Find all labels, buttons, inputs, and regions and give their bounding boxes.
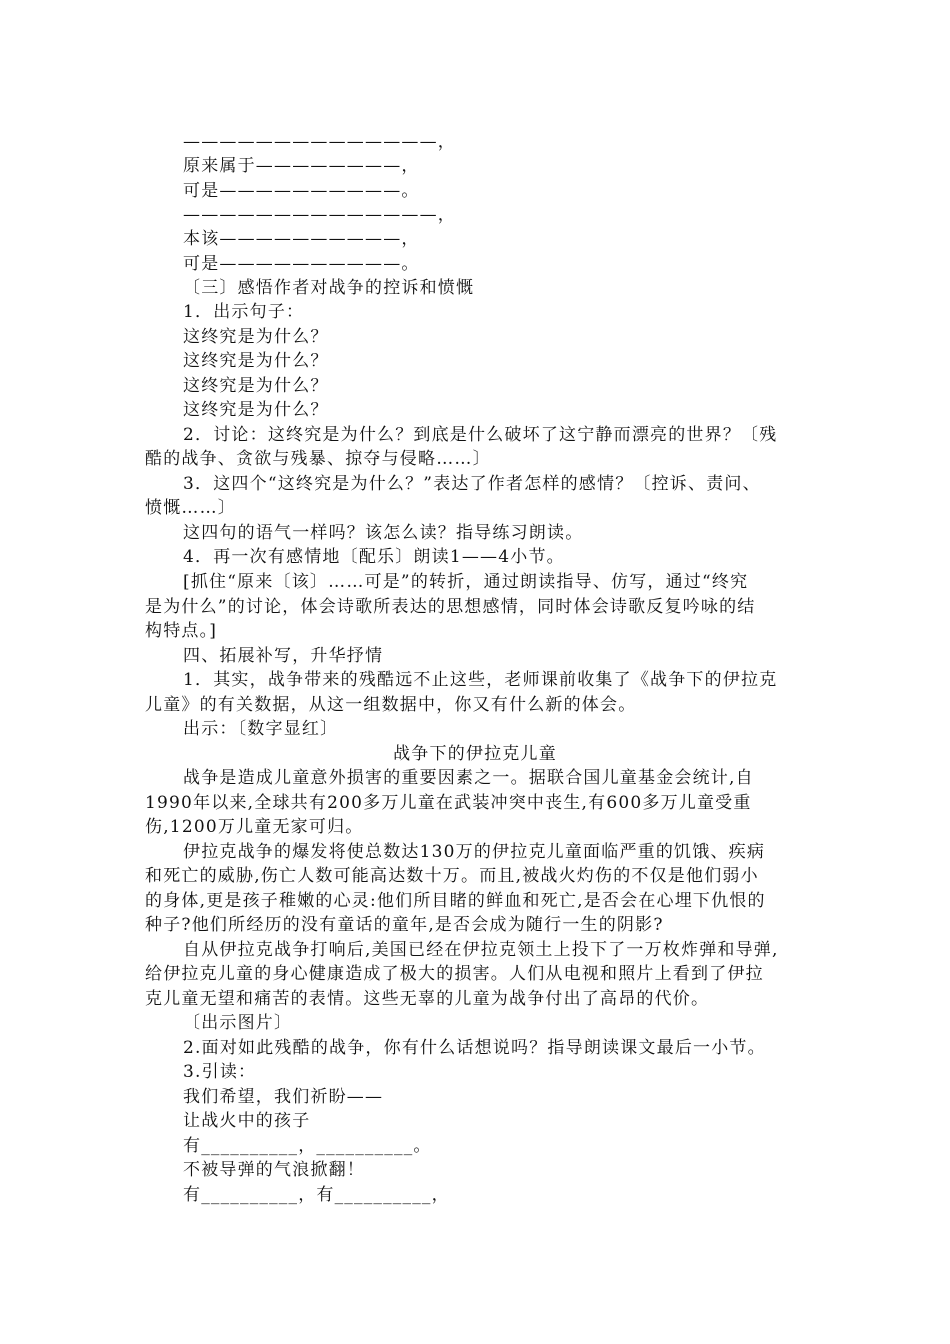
text-line: 给伊拉克儿童的身心健康造成了极大的损害。人们从电视和照片上看到了伊拉: [145, 964, 764, 984]
text-line: 不被导弹的气浪掀翻！: [183, 1160, 365, 1180]
text-line: 2.面对如此残酷的战争，你有什么话想说吗？指导朗读课文最后一小节。: [183, 1038, 766, 1058]
text-line: 这终究是为什么？: [183, 400, 329, 420]
text-line: 可是——————————。: [183, 254, 420, 274]
text-line: 这四句的语气一样吗？该怎么读？指导练习朗读。: [183, 523, 584, 543]
text-line: 我们希望，我们祈盼——: [183, 1087, 384, 1107]
text-line: 4．再一次有感情地〔配乐〕朗读1——4小节。: [183, 547, 565, 567]
text-line: 这终究是为什么？: [183, 327, 329, 347]
text-line: 伤,1200万儿童无家可归。: [145, 817, 364, 837]
text-line: 可是——————————。: [183, 181, 420, 201]
text-line: 这终究是为什么？: [183, 351, 329, 371]
text-line: 是为什么”的讨论，体会诗歌所表达的思想感情，同时体会诗歌反复吟咏的结: [145, 597, 756, 617]
article-title: 战争下的伊拉克儿童: [393, 744, 557, 764]
text-line: 种子?他们所经历的没有童话的童年,是否会成为随行一生的阴影?: [145, 915, 664, 935]
text-line: 原来属于————————，: [183, 156, 420, 176]
text-line: 3．这四个“这终究是为什么？”表达了作者怎样的感情？〔控诉、责问、: [183, 474, 761, 494]
fill-in-blank-line: 有__________，有__________，: [183, 1185, 450, 1205]
text-line: 1990年以来,全球共有200多万儿童在武装冲突中丧生,有600多万儿童受重: [145, 793, 752, 813]
text-line: 3.引读：: [183, 1062, 257, 1082]
text-line: 克儿童无望和痛苦的表情。这些无辜的儿童为战争付出了高昂的代价。: [145, 989, 710, 1009]
text-line: 伊拉克战争的爆发将使总数达130万的伊拉克儿童面临严重的饥饿、疾病: [183, 842, 766, 862]
text-line: 愤慨……〕: [145, 498, 236, 518]
section-heading: 四、拓展补写，升华抒情: [183, 646, 384, 666]
text-line: 战争是造成儿童意外损害的重要因素之一。据联合国儿童基金会统计,自: [183, 768, 754, 788]
text-line: 2．讨论：这终究是为什么？到底是什么破坏了这宁静而漂亮的世界？〔残: [183, 425, 778, 445]
text-line: [抓住“原来〔该〕……可是”的转折，通过朗读指导、仿写，通过“终究: [183, 572, 749, 592]
text-line: 出示：〔数字显红〕: [183, 719, 339, 739]
section-heading: 〔三〕感悟作者对战争的控诉和愤慨: [183, 278, 475, 298]
text-line: 构特点。]: [145, 621, 218, 641]
text-line: 自从伊拉克战争打响后,美国已经在伊拉克领土上投下了一万枚炸弹和导弹,: [183, 940, 779, 960]
fill-in-blank-line: 有__________，__________。: [183, 1136, 432, 1156]
text-line: 这终究是为什么？: [183, 376, 329, 396]
text-line: 1．其实，战争带来的残酷远不止这些，老师课前收集了《战争下的伊拉克: [183, 670, 778, 690]
text-line: 让战火中的孩子: [183, 1111, 311, 1131]
text-line: 本该——————————，: [183, 229, 420, 249]
text-line: 〔出示图片〕: [183, 1013, 293, 1033]
text-line: ——————————————，: [183, 205, 456, 225]
text-line: 酷的战争、贪欲与残暴、掠夺与侵略……〕: [145, 449, 491, 469]
text-line: 和死亡的威胁,伤亡人数可能高达数十万。而且,被战火灼伤的不仅是他们弱小: [145, 866, 759, 886]
text-line: 的身体,更是孩子稚嫩的心灵:他们所目睹的鲜血和死亡,是否会在心埋下仇恨的: [145, 891, 766, 911]
text-line: 儿童》的有关数据，从这一组数据中，你又有什么新的体会。: [145, 695, 637, 715]
text-line: ——————————————，: [183, 132, 456, 152]
text-line: 1．出示句子：: [183, 302, 305, 322]
